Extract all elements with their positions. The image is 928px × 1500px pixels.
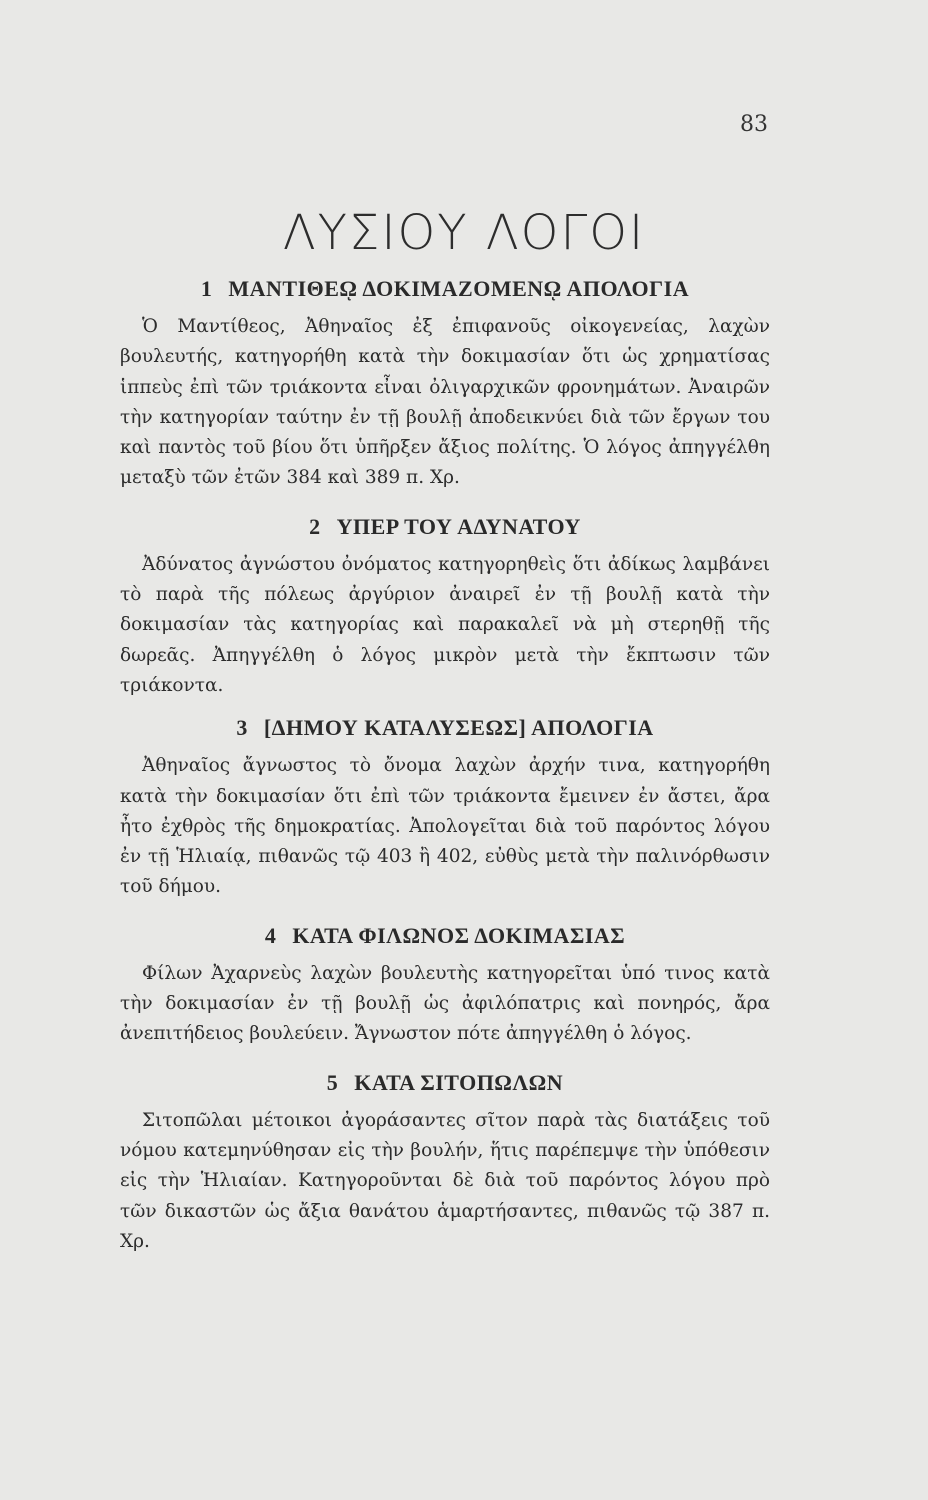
speech-title: ΚΑΤΑ ΦΙΛΩΝΟΣ ΔΟΚΙΜΑΣΙΑΣ: [292, 922, 626, 948]
speech-summary: Ὁ Μαντίθεος, Ἀθηναῖος ἐξ ἐπιφανοῦς οἰκογενείας, λαχὼν βουλευτής, κατηγορήθη κατὰ τὴν δοκιμασίαν ὅτι ὡς χρηματίσας ἱππεὺς ἐπὶ τῶν τριάκοντα εἶναι ὀλιγαρχικῶν φρονημάτων. Ἀναιρῶν τὴν κατηγορίαν ταύτην ἐν τῇ βουλῇ ἀποδεικνύει διὰ τῶν ἔργων του καὶ παντὸς τοῦ βίου ὅτι ὑπῆρξεν ἄξιος πολίτης. Ὁ λόγος ἀπηγγέλθη μεταξὺ τῶν ἐτῶν 384 καὶ 389 π. Χρ.: [120, 316, 770, 489]
speech-number: 5: [326, 1069, 339, 1095]
page-number: 83: [740, 112, 768, 137]
speech-heading: [120, 713, 770, 743]
speech-heading: [120, 921, 770, 951]
speech-section: [120, 713, 770, 902]
speech-heading: [120, 512, 770, 542]
speech-summary: Φίλων Ἀχαρνεὺς λαχὼν βουλευτὴς κατηγορεῖται ὑπό τινος κατὰ τὴν δοκιμασίαν ἐν τῇ βουλῇ ὡς ἀφιλόπατρις καὶ πονηρός, ἄρα ἀνεπιτήδειος βουλεύειν. Ἄγνωστον πότε ἀπηγγέλθη ὁ λόγος.: [120, 962, 770, 1045]
speech-list: [120, 270, 770, 1257]
speech-summary: Ἀδύνατος ἀγνώστου ὀνόματος κατηγορηθεὶς ὅτι ἀδίκως λαμβάνει τὸ παρὰ τῆς πόλεως ἀργύριον ἀναιρεῖ ἐν τῇ βουλῇ κατὰ τὴν δοκιμασίαν τὰς κατηγορίας καὶ παρακαλεῖ νὰ μὴ στερηθῇ τῆς δωρεᾶς. Ἀπηγγέλθη ὁ λόγος μικρὸν μετὰ τὴν ἔκπτωσιν τῶν τριάκοντα.: [120, 553, 770, 696]
speech-title: ΜΑΝΤΙΘΕῼ ΔΟΚΙΜΑΖΟΜΕΝῼ ΑΠΟΛΟΓΙΑ: [228, 276, 690, 301]
speech-section: [120, 274, 770, 494]
speech-heading: [120, 274, 770, 304]
speech-section: [120, 921, 770, 1050]
page-title: ΛΥΣΙΟΥ ΛΟΓΟΙ: [282, 205, 646, 261]
speech-section: [120, 1068, 770, 1257]
speech-number: 1: [200, 276, 213, 301]
speech-number: 4: [264, 922, 277, 948]
speech-summary: Ἀθηναῖος ἄγνωστος τὸ ὄνομα λαχὼν ἀρχήν τινα, κατηγορήθη κατὰ τὴν δοκιμασίαν ὅτι ἐπὶ τῶν τριάκοντα ἔμεινεν ἐν ἄστει, ἄρα ἦτο ἐχθρὸς τῆς δημοκρατίας. Ἀπολογεῖται διὰ τοῦ παρόντος λόγου ἐν τῇ Ἡλιαίᾳ, πιθανῶς τῷ 403 ἢ 402, εὐθὺς μετὰ τὴν παλινόρθωσιν τοῦ δήμου.: [120, 755, 770, 898]
speech-number: 3: [236, 715, 248, 741]
speech-title: [ΔΗΜΟΥ ΚΑΤΑΛΥΣΕΩΣ] ΑΠΟΛΟΓΙΑ: [263, 715, 654, 741]
speech-number: 2: [309, 513, 321, 539]
speech-title: ΥΠΕΡ ΤΟΥ ΑΔΥΝΑΤΟΥ: [336, 513, 581, 539]
speech-summary: Σιτοπῶλαι μέτοικοι ἀγοράσαντες σῖτον παρὰ τὰς διατάξεις τοῦ νόμου κατεμηνύθησαν εἰς τὴν βουλήν, ἥτις παρέπεμψε τὴν ὑπόθεσιν εἰς τὴν Ἡλιαίαν. Κατηγοροῦνται δὲ διὰ τοῦ παρόντος λόγου πρὸ τῶν δικαστῶν ὡς ἄξια θανάτου ἁμαρτήσαντες, πιθανῶς τῷ 387 π. Χρ.: [120, 1109, 770, 1252]
speech-heading: [120, 1068, 770, 1098]
speech-section: [120, 512, 770, 701]
speech-title: ΚΑΤΑ ΣΙΤΟΠΩΛΩΝ: [354, 1069, 564, 1095]
